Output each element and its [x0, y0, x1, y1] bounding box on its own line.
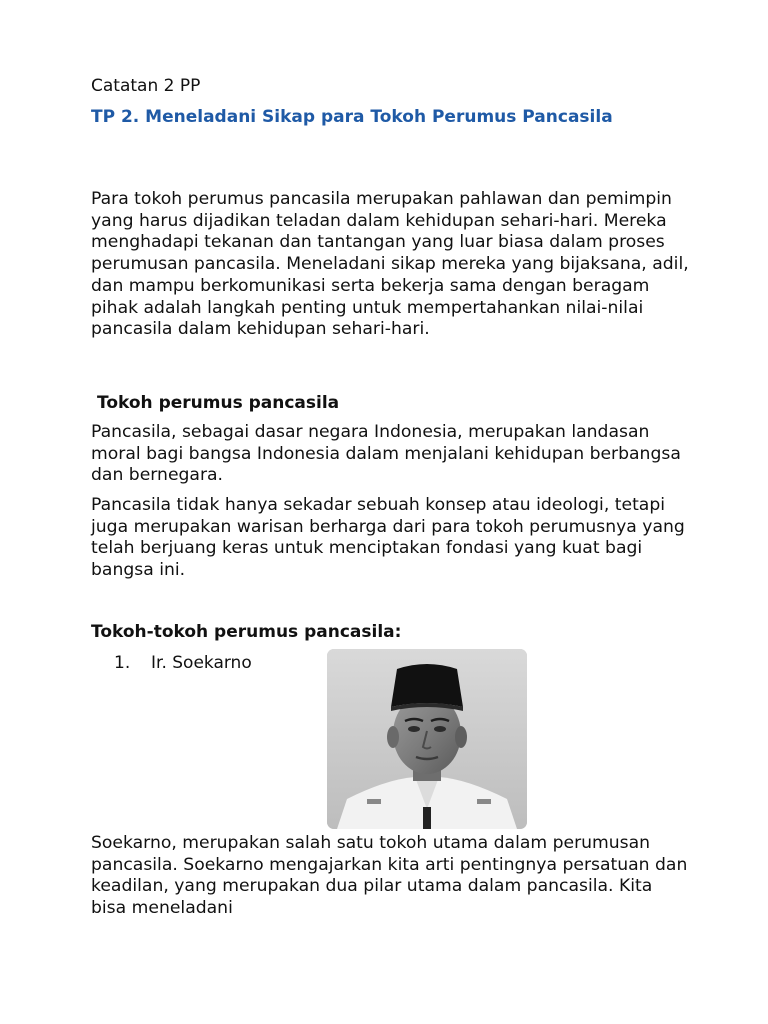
document-label: Catatan 2 PP	[91, 76, 201, 96]
intro-paragraph: Para tokoh perumus pancasila merupakan pahlawan dan pemimpin yang harus dijadikan teladan dalam kehidupan sehari-hari. Mereka menghadapi tekanan dan tantangan yang luar biasa dalam proses perumusan pancasila. Meneladani sikap mereka yang bijaksana, adil, dan mampu berkomunikasi serta bekerja sama dengan beragam pihak adalah langkah penting untuk mempertahankan nilai-nilai pancasila dalam kehidupan sehari-hari.	[91, 189, 689, 340]
subheading-tokoh-list: Tokoh-tokoh perumus pancasila:	[91, 622, 402, 642]
soekarno-paragraph: Soekarno, merupakan salah satu tokoh utama dalam perumusan pancasila. Soekarno mengajarkan kita arti pentingnya persatuan dan keadilan, yang merupakan dua pilar utama dalam pancasila. Kita bisa meneladani	[91, 833, 688, 919]
pancasila-paragraph: Pancasila, sebagai dasar negara Indonesia, merupakan landasan moral bagi bangsa Indonesia dalam menjalani kehidupan berbangsa dan bernegara.	[91, 422, 681, 486]
list-item-number: 1.	[114, 653, 131, 673]
portrait-photo	[327, 649, 527, 829]
list-item-name: Ir. Soekarno	[151, 653, 252, 673]
section-heading: TP 2. Meneladani Sikap para Tokoh Perumus Pancasila	[91, 107, 613, 127]
subheading-tokoh: Tokoh perumus pancasila	[97, 393, 340, 413]
heritage-paragraph: Pancasila tidak hanya sekadar sebuah konsep atau ideologi, tetapi juga merupakan warisan berharga dari para tokoh perumusnya yang telah berjuang keras untuk menciptakan fondasi yang kuat bagi bangsa ini.	[91, 495, 685, 581]
list-item	[114, 652, 252, 674]
